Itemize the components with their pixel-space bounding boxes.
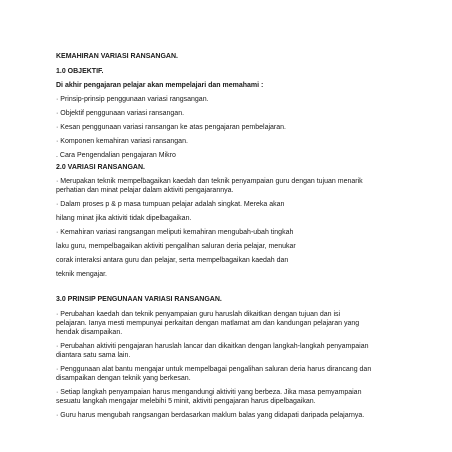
section-3-para-2-line-1: · Perubahan aktiviti pengajaran haruslah lancar dan dikaitkan dengan langkah-langkah penyampaian: [56, 343, 369, 350]
section-2-para-3-line-3: corak interaksi antara guru dan pelajar, serta mempelbagaikan kaedah dan: [56, 257, 289, 264]
section-2-title: 2.0 VARIASI RANSANGAN.: [56, 164, 145, 171]
section-2-para-2-line-2: hilang minat jika aktiviti tidak dipelbagaikan.: [56, 215, 192, 222]
objective-item-1: · Prinsip-prinsip penggunaan variasi rangsangan.: [56, 96, 209, 103]
section-3-para-3-line-1: · Penggunaan alat bantu mengajar untuk mempelbagai pengalihan saluran deria harus dirancang dan: [56, 366, 372, 373]
section-2-para-1-line-2: perhatian dan minat pelajar dalam aktiviti pengajarannya.: [56, 187, 234, 194]
section-3-title: 3.0 PRINSIP PENGUNAAN VARIASI RANSANGAN.: [56, 296, 222, 303]
objective-item-5: . Cara Pengendalian pengajaran Mikro: [56, 152, 176, 159]
section-3-para-5-line-1: · Guru harus mengubah rangsangan berdasarkan maklum balas yang didapati daripada pelajarnya.: [56, 412, 365, 419]
section-3-para-1-line-3: hendak disampaikan.: [56, 329, 123, 336]
document-heading: KEMAHIRAN VARIASI RANSANGAN.: [56, 53, 178, 60]
section-2-para-3-line-4: teknik mengajar.: [56, 271, 107, 278]
section-2-para-3-line-2: laku guru, mempelbagaikan aktiviti pengalihan saluran deria pelajar, menukar: [56, 243, 296, 250]
section-3-para-4-line-2: sesuatu langkah mengajar melebihi 5 minit, aktiviti pengajaran harus dipelbagaikan.: [56, 398, 316, 405]
section-3-para-3-line-2: disampaikan dengan teknik yang berkesan.: [56, 375, 191, 382]
section-2-para-3-line-1: · Kemahiran variasi rangsangan meliputi kemahiran mengubah-ubah tingkah: [56, 229, 294, 236]
section-3-para-2-line-2: diantara satu sama lain.: [56, 352, 131, 359]
section-3-para-1-line-1: · Perubahan kaedah dan teknik penyampaian guru haruslah dikaitkan dengan tujuan dan isi: [56, 311, 341, 318]
section-2-para-1-line-1: · Merupakan teknik mempelbagaikan kaedah dan teknik penyampaian guru dengan tujuan menarik: [56, 178, 363, 185]
section-1-title: 1.0 OBJEKTIF.: [56, 68, 104, 75]
section-1-intro: Di akhir pengajaran pelajar akan mempelajari dan memahami :: [56, 82, 264, 89]
section-3-para-4-line-1: · Setiap langkah penyampaian harus mengandungi aktiviti yang berbeza. Jika masa pemyampaian: [56, 389, 362, 396]
objective-item-3: · Kesan penggunaan variasi ransangan ke atas pengajaran pembelajaran.: [56, 124, 286, 131]
section-2-para-2-line-1: · Dalam proses p & p masa tumpuan pelajar adalah singkat. Mereka akan: [56, 201, 285, 208]
section-3-para-1-line-2: pelajaran. Ianya mesti mempunyai perkaitan dengan matlamat am dan kandungan pelajaran yang: [56, 320, 360, 327]
objective-item-4: · Komponen kemahiran variasi ransangan.: [56, 138, 188, 145]
objective-item-2: · Objektif penggunaan variasi ransangan.: [56, 110, 185, 117]
